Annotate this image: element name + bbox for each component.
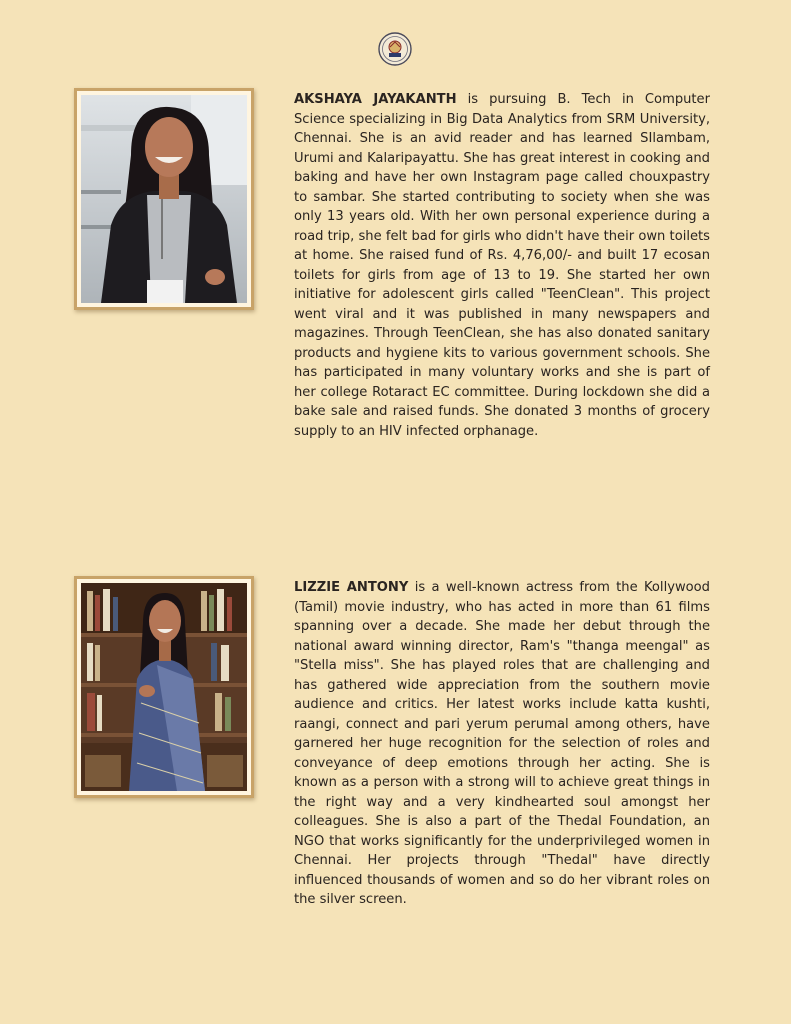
profile-name: LIZZIE ANTONY	[294, 580, 409, 595]
portrait-photo-icon	[81, 95, 247, 303]
portrait-photo-icon	[81, 583, 247, 791]
profile-photo-frame	[74, 576, 254, 798]
profile-name: AKSHAYA JAYAKANTH	[294, 92, 457, 107]
profile-bio	[294, 578, 710, 910]
profile-photo-frame	[74, 88, 254, 310]
profile-bio	[294, 90, 710, 441]
profile-bio-text: is a well-known actress from the Kollywood (Tamil) movie industry, who has acted in more than 61 films spanning over a decade. She made her debut through the national award winning director, Ram's "thanga meengal" as "Stella miss". She has played roles that are challenging and has gathered wide appreciation from the southern movie audience and critics. Her latest works include katta kushti, raangi, connect and pari yerum perumal among others, have garnered her huge recognition for the selection of roles and conveyance of deep emotions through her acting. She is known as a person with a strong will to achieve great things in the right way and a very kindhearted soul amongst her colleagues. She is also a part of the Thedal Foundation, an NGO that works significantly for the underprivileged women in Chennai. Her projects through "Thedal" have directly influenced thousands of women and so do her vibrant roles on the silver screen.	[294, 580, 710, 907]
profile-bio-text: is pursuing B. Tech in Computer Science specializing in Big Data Analytics from SRM University, Chennai. She is an avid reader and has learned SIlambam, Urumi and Kalaripayattu. She has great interest in cooking and baking and have her own Instagram page called chouxpastry to sambar. She started contributing to society when she was only 13 years old. With her own personal experience during a road trip, she felt bad for girls who didn't have their own toilets at home. She raised fund of Rs. 4,76,00/- and built 17 ecosan toilets for girls from age of 13 to 19. She started her own initiative for adolescent girls called "TeenClean". This project went viral and it was published in many newspapers and magazines. Through TeenClean, she has also donated sanitary products and hygiene kits to various government schools. She has participated in many voluntary works and she is part of her college Rotaract EC committee. During lockdown she did a bake sale and raised funds. She donated 3 months of grocery supply to an HIV infected orphanage.	[294, 92, 711, 439]
emblem-seal-icon	[378, 32, 412, 66]
